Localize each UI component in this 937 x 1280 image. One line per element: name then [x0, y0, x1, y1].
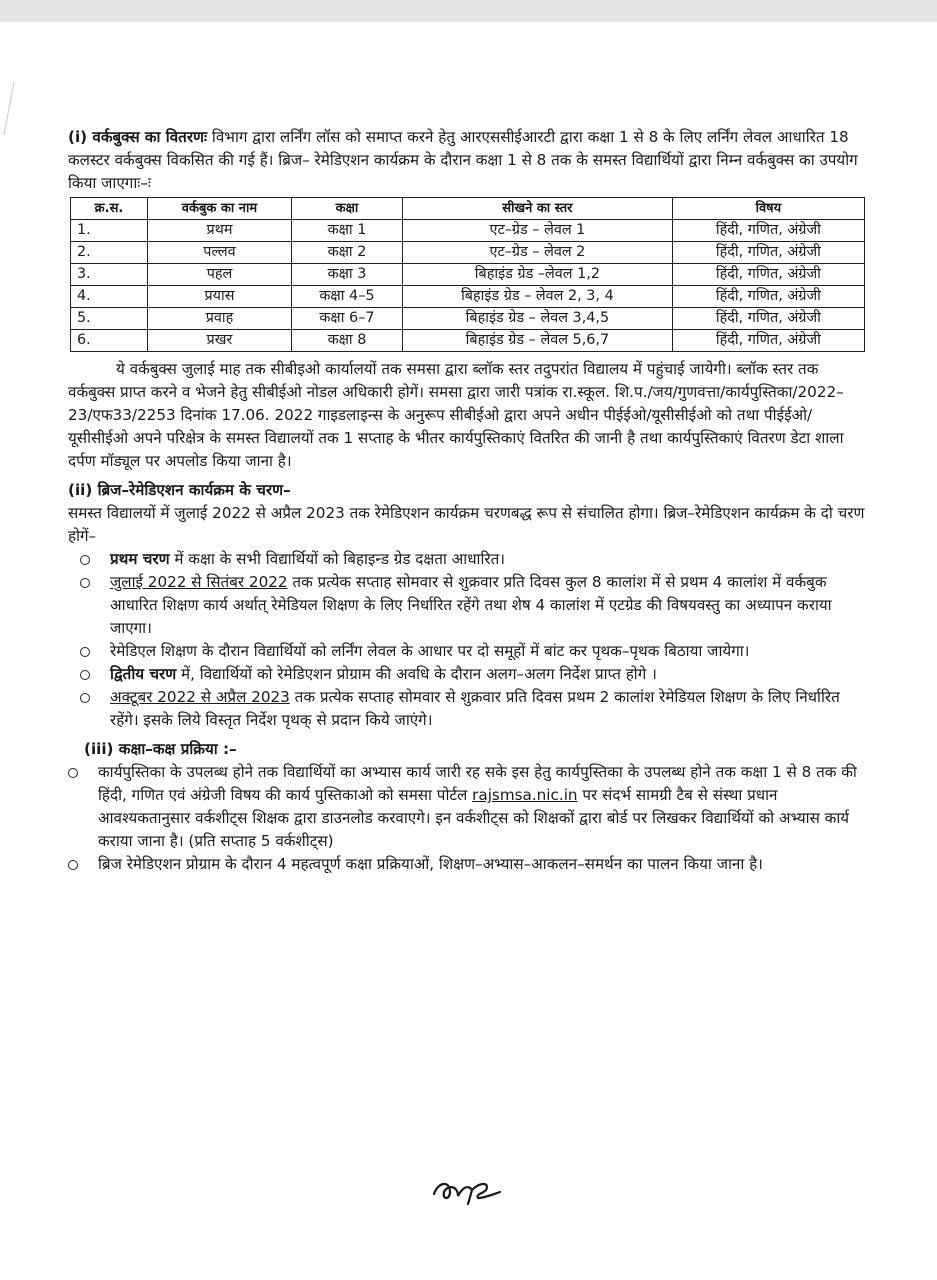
circle-bullet-icon	[80, 670, 90, 680]
list-item	[68, 663, 868, 686]
workbook-table	[70, 197, 865, 352]
table-row	[71, 330, 865, 352]
table-cell: 6.	[71, 330, 148, 352]
list-item	[68, 548, 868, 571]
table-cell: हिंदी, गणित, अंग्रेजी	[672, 220, 864, 242]
table-header-row	[71, 198, 865, 220]
table-cell: 1.	[71, 220, 148, 242]
document-page	[0, 22, 937, 1280]
list-item	[68, 761, 868, 853]
table-cell: बिहाइंड ग्रेड – लेवल 3,4,5	[403, 308, 673, 330]
section-1-paragraph	[68, 126, 868, 195]
table-cell: एट–ग्रेड – लेवल 1	[403, 220, 673, 242]
phase-1-schedule-text: तक प्रत्येक सप्ताह सोमवार से शुक्रवार प्रति दिवस कुल 8 कालांश में से प्रथम 4 कालांश में वर्कबुक आधारित शिक्षण कार्य अर्थात् रेमेडियल शिक्षण के लिए निर्धारित रहेंगे तथा शेष 4 कालांश में एटग्रेड की विषयवस्तु का अध्यापन कराया जाएगा।	[110, 573, 832, 637]
table-cell: पहल	[148, 264, 292, 286]
table-cell: कक्षा 2	[291, 242, 402, 264]
table-header-cell: सीखने का स्तर	[403, 198, 673, 220]
circle-bullet-icon	[68, 860, 78, 870]
table-cell: कक्षा 6–7	[291, 308, 402, 330]
phase-1-period: जुलाई 2022 से सितंबर 2022	[110, 573, 288, 591]
circle-bullet-icon	[80, 693, 90, 703]
table-cell: हिंदी, गणित, अंग्रेजी	[672, 286, 864, 308]
table-cell: प्रखर	[148, 330, 292, 352]
table-cell: प्रवाह	[148, 308, 292, 330]
table-header-cell: कक्षा	[291, 198, 402, 220]
table-cell: कक्षा 4–5	[291, 286, 402, 308]
table-header-cell: वर्कबुक का नाम	[148, 198, 292, 220]
section-3-list	[68, 761, 868, 876]
circle-bullet-icon	[80, 647, 90, 657]
table-row	[71, 220, 865, 242]
table-header-cell: विषय	[672, 198, 864, 220]
list-item	[68, 853, 868, 876]
document-body	[68, 126, 868, 876]
worksheet-text-end: पर संदर्भ सामग्री टैब से संस्था प्रधान आवश्यकतानुसार वर्कशीट्स शिक्षक द्वारा डाउनलोड करवाएगे। इन वर्कशीट्स को शिक्षकों द्वारा बोर्ड पर लिखकर विद्यार्थियों को अभ्यास कार्य कराया जाना है। (प्रति सप्ताह 5 वर्कशीट्स)	[98, 786, 850, 850]
table-cell: बिहाइंड ग्रेड – लेवल 2, 3, 4	[403, 286, 673, 308]
section-2-intro: समस्त विद्यालयों में जुलाई 2022 से अप्रैल 2023 तक रेमेडिएशन कार्यक्रम चरणबद्ध रूप से संचालित होगा। ब्रिज–रेमेडिएशन कार्यक्रम के दो चरण होगें–	[68, 504, 865, 545]
viewer-top-bar	[0, 0, 937, 22]
table-cell: हिंदी, गणित, अंग्रेजी	[672, 242, 864, 264]
table-cell: 5.	[71, 308, 148, 330]
phase-2-text: में, विद्यार्थियों को रेमेडिएशन प्रोग्राम की अवधि के दौरान अलग–अलग निर्देश प्राप्त होगे ।	[176, 665, 657, 683]
table-cell: प्रथम	[148, 220, 292, 242]
table-row	[71, 242, 865, 264]
handwritten-signature	[428, 1164, 508, 1212]
table-cell: एट–ग्रेड – लेवल 2	[403, 242, 673, 264]
phase-1-label: प्रथम चरण	[110, 550, 170, 568]
table-cell: प्रयास	[148, 286, 292, 308]
table-cell: कक्षा 8	[291, 330, 402, 352]
list-item	[68, 686, 868, 732]
section-2-heading: (ii) ब्रिज–रेमेडिएशन कार्यक्रम के चरण–	[68, 481, 291, 499]
phase-2-period: अक्टूबर 2022 से अप्रैल 2023	[110, 688, 290, 706]
table-header-cell: क्र.स.	[71, 198, 148, 220]
table-row	[71, 264, 865, 286]
portal-link[interactable]: rajsmsa.nic.in	[472, 786, 578, 804]
list-item	[68, 571, 868, 640]
section-2-list	[68, 548, 868, 732]
circle-bullet-icon	[68, 768, 78, 778]
classroom-process-text: ब्रिज रेमेडिएशन प्रोग्राम के दौरान 4 महत्वपूर्ण कक्षा प्रक्रियाओं, शिक्षण–अभ्यास–आकलन–समर्थन का पालन किया जाना है।	[98, 855, 763, 873]
phase-2-label: द्वितीय चरण	[110, 665, 177, 683]
worksheet-text-start: कार्यपुस्तिका के उपलब्ध होने तक विद्यार्थियों का अभ्यास कार्य जारी रह सके इस हेतु कार्यपुस्तिका के उपलब्ध होने तक कक्षा 1 से 8 तक की हिंदी, गणित एवं अंग्रेजी विषय की कार्य पुस्तिकाओ को समसा पोर्टल	[98, 763, 857, 804]
table-cell: हिंदी, गणित, अंग्रेजी	[672, 264, 864, 286]
table-cell: 3.	[71, 264, 148, 286]
distribution-paragraph: ये वर्कबुक्स जुलाई माह तक सीबीइओ कार्यालयों तक समसा द्वारा ब्लॉक स्तर तदुपरांत विद्यालय में पहुंचाई जायेगी। ब्लॉक स्तर तक वर्कबुक्स प्राप्त करने व भेजने हेतु सीबीईओ नोडल अधिकारी होगें। समसा द्वारा जारी पत्रांक रा.स्कूल. शि.प./जय/गुणवत्ता/कार्यपुस्तिका/2022–23/एफ33/2253 दिनांक 17.06. 2022 गाइडलाइन्स के अनुरूप सीबीईओ द्वारा अपने अधीन पीईईओ/यूसीसीईओ को तथा पीईईओ/यूसीसीईओ अपने परिक्षेत्र के समस्त विद्यालयों तक 1 सप्ताह के भीतर कार्यपुस्तिकाएं वितरित की जानी है तथा कार्यपुस्तिकाएं वितरण डेटा शाला दर्पण मॉड्यूल पर अपलोड किया जाना है।	[68, 360, 844, 470]
table-cell: 2.	[71, 242, 148, 264]
table-row	[71, 308, 865, 330]
phase-2-schedule-text: तक प्रत्येक सप्ताह सोमवार से शुक्रवार प्रति दिवस प्रथम 2 कालांश रेमेडियल शिक्षण के लिए निर्धारित रहेंगे। इसके लिये विस्तृत निर्देश पृथक् से प्रदान किये जाएंगे।	[110, 688, 840, 729]
table-cell: बिहाइंड ग्रेड – लेवल 5,6,7	[403, 330, 673, 352]
table-cell: 4.	[71, 286, 148, 308]
circle-bullet-icon	[80, 578, 90, 588]
table-cell: कक्षा 3	[291, 264, 402, 286]
circle-bullet-icon	[80, 555, 90, 565]
section-1-heading: (i) वर्कबुक्स का वितरणः	[68, 128, 208, 146]
table-row	[71, 286, 865, 308]
section-1-text: विभाग द्वारा लर्निंग लॉस को समाप्त करने हेतु आरएससीईआरटी द्वारा कक्षा 1 से 8 के लिए लर्निंग लेवल आधारित 18 कलस्टर वर्कबुक्स विकसित की गई हैं। ब्रिज– रेमेडिएशन कार्यक्रम के दौरान कक्षा 1 से 8 तक के समस्त विद्यार्थियों द्वारा निम्न वर्कबुक्स का उपयोग किया जाएगाः–ः	[68, 128, 858, 192]
table-cell: कक्षा 1	[291, 220, 402, 242]
table-cell: पल्लव	[148, 242, 292, 264]
phase-1-text: में कक्षा के सभी विद्यार्थियों को बिहाइन्ड ग्रेड दक्षता आधारित।	[169, 550, 506, 568]
list-item	[68, 640, 868, 663]
table-cell: हिंदी, गणित, अंग्रेजी	[672, 330, 864, 352]
section-3-heading: (iii) कक्षा–कक्ष प्रक्रिया :–	[84, 740, 237, 758]
table-cell: हिंदी, गणित, अंग्रेजी	[672, 308, 864, 330]
grouping-text: रेमेडिएल शिक्षण के दौरान विद्यार्थियों को लर्निंग लेवल के आधार पर दो समूहों में बांट कर पृथक–पृथक बिठाया जायेगा।	[110, 642, 750, 660]
scan-edge-mark	[0, 80, 20, 140]
table-cell: बिहाइंड ग्रेड –लेवल 1,2	[403, 264, 673, 286]
